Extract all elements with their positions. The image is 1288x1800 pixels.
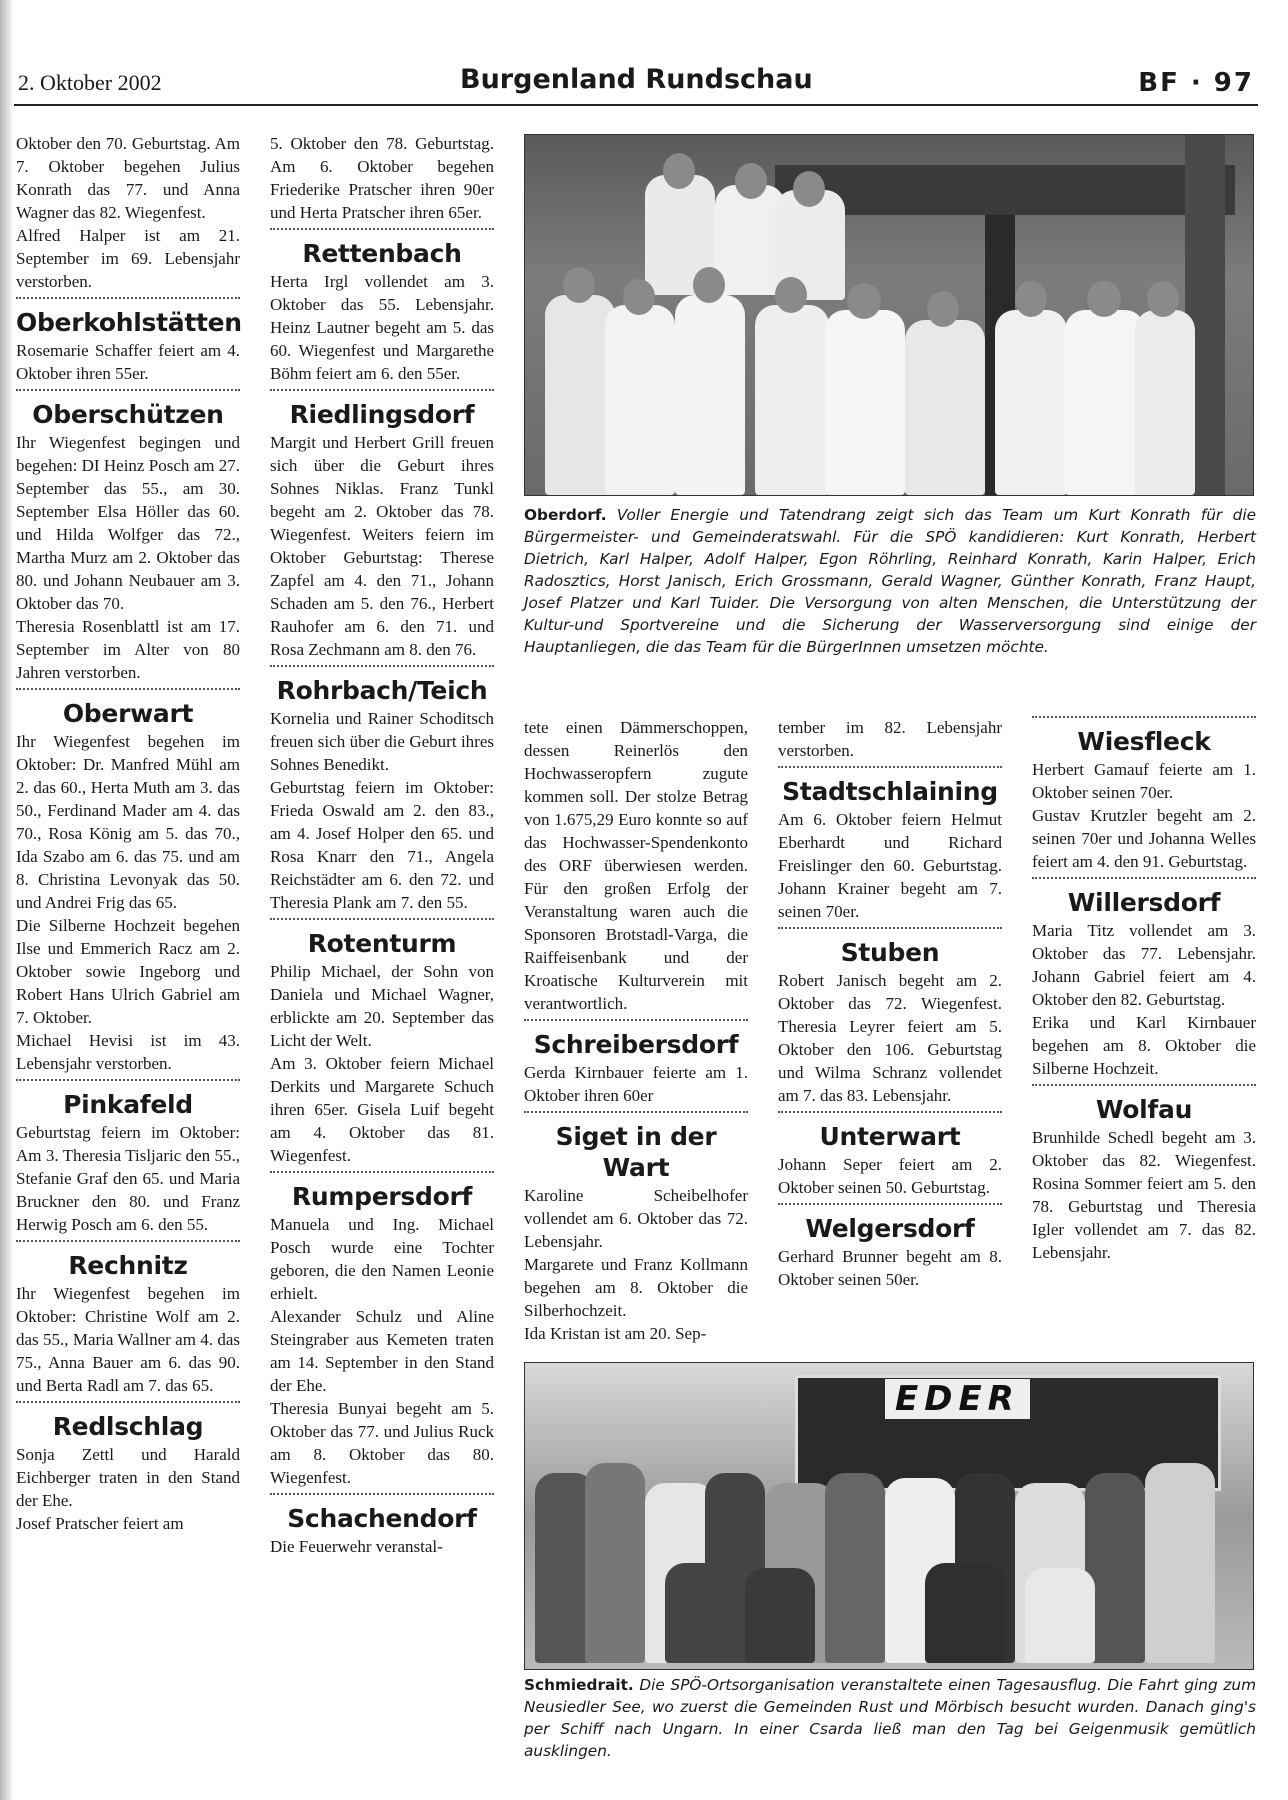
article-continuation [524, 716, 748, 1015]
article-heading: Pinkafeld [63, 1090, 193, 1119]
article-text: Karoline Scheibelhofer vollendet am 6. Oktober das 72. Lebensjahr. [524, 1186, 748, 1251]
person [1145, 1463, 1215, 1663]
person [1065, 310, 1145, 495]
article-schreibersdorf [524, 1019, 748, 1107]
article-stuben [778, 927, 1002, 1107]
article-pinkafeld [16, 1079, 240, 1236]
article-continuation [778, 716, 1002, 762]
article-text: tember im 82. Lebensjahr verstorben. [778, 718, 1002, 760]
bus-logo: EDER [885, 1379, 1030, 1419]
article-text: Josef Pratscher feiert am [16, 1514, 184, 1533]
caption-place: Oberdorf. [524, 506, 607, 524]
article-rechnitz [16, 1240, 240, 1397]
person [665, 1563, 735, 1663]
caption-text: Voller Energie und Tatendrang zeigt sich das Team um Kurt Konrath für die Bürgermeister- und Gemeinderatswahl. Für die SPÖ kandidieren: Kurt Konrath, Herbert Dietrich, Karl Halper, Adolf Halper, Egon Röhrling, Reinhard Konrath, Karin Halper, Erich Radosztics, Horst Janisch, Erich Grossmann, Gerald Wagner, Günther Konrath, Franz Haupt, Josef Platzer und Karl Tuider. Die Versorgung von alten Menschen, die Unterstützung der Kultur-und Sportvereine und die Sicherung der Wasserversorgung sind einige der Hauptanliegen, die das Team für die BürgerInnen umsetzen möchte. [524, 506, 1256, 656]
article-text: Am 6. Oktober feiern Helmut Eberhardt und Richard Freislinger den 60. Geburtstag. Johann Krainer begeht am 7. seinen 70er. [778, 810, 1002, 921]
head [693, 267, 725, 303]
person [1025, 1568, 1095, 1663]
article-text: Brunhilde Schedl begeht am 3. Oktober das 82. Wiegenfest. Rosina Sommer feiert am 5. den 78. Geburtstag und Theresia Igler vollendet am 7. das 82. Lebensjahr. [1032, 1128, 1256, 1262]
article-text: Michael Hevisi ist im 43. Lebensjahr verstorben. [16, 1031, 240, 1073]
article-text: Ihr Wiegenfest begehen im Oktober: Christine Wolf am 2. das 55., Maria Wallner am 4. das 75., Anna Bauer am 6. das 90. und Berta Radl am 7. das 65. [16, 1284, 240, 1395]
column-1 [16, 132, 240, 1535]
head [793, 171, 825, 207]
article-text: Geburtstag feiern im Oktober: Frieda Oswald am 2. den 83., am 4. Josef Holper den 65. und Rosa Knarr den 71., Angela Reichstädter am 6. den 72. und Theresia Plank am 7. den 55. [270, 778, 494, 912]
article-redlschlag [16, 1401, 240, 1535]
article-text: Ida Kristan ist am 20. Sep- [524, 1324, 707, 1343]
article-heading: Willersdorf [1067, 888, 1221, 917]
article-heading: Wolfau [1095, 1095, 1193, 1124]
caption-text: Die SPÖ-Ortsorganisation veranstaltete einen Tagesausflug. Die Fahrt ging zum Neusiedler See, wo zuerst die Gemeinden Rust und Mörbisch besucht wurden. Danach ging's per Schiff nach Ungarn. In einer Csarda ließ man den Tag bei Geigenmusik gemütlich ausklingen. [524, 1676, 1256, 1760]
article-wolfau [1032, 1084, 1256, 1264]
article-text: Gerhard Brunner begeht am 8. Oktober seinen 50er. [778, 1247, 1002, 1289]
article-heading: Oberkohlstätten [16, 308, 242, 337]
photo-caption-schmiedrait [524, 1674, 1256, 1762]
article-text: Herta Irgl vollendet am 3. Oktober das 55. Lebensjahr. Heinz Lautner begeht am 5. das 60. Wiegenfest und Margarethe Böhm feiert am 6. den 55er. [270, 272, 494, 383]
article-welgersdorf [778, 1203, 1002, 1291]
article-heading: Stadtschlaining [782, 777, 998, 806]
article-heading: Wiesfleck [1077, 727, 1211, 756]
photo-caption-oberdorf [524, 504, 1256, 658]
article-riedlingsdorf [270, 389, 494, 661]
head [847, 283, 881, 319]
article-heading: Siget in der Wart [555, 1122, 717, 1182]
article-text: Geburtstag feiern im Oktober: Am 3. Theresia Tisljaric den 55., Stefanie Graf den 65. und Maria Bruckner den 80. und Franz Herwig Posch am 6. den 55. [16, 1123, 240, 1234]
article-heading: Rotenturm [307, 929, 457, 958]
article-oberwart [16, 688, 240, 1075]
article-text: Gustav Krutzler begeht am 2. seinen 70er und Johanna Welles feiert am 4. den 91. Geburtstag. [1032, 806, 1256, 871]
head [735, 163, 767, 199]
scan-edge-shadow [0, 0, 12, 1800]
article-wiesfleck [1032, 726, 1256, 873]
article-text: Gerda Kirnbauer feierte am 1. Oktober ihren 60er [524, 1063, 748, 1105]
article-text: Sonja Zettl und Harald Eichberger traten in den Stand der Ehe. [16, 1445, 240, 1510]
article-text: Margarete und Franz Kollmann begehen am 8. Oktober die Silberhochzeit. [524, 1255, 748, 1320]
article-text: Die Silberne Hochzeit begehen Ilse und Emmerich Racz am 2. Oktober sowie Ingeborg und Robert Hans Ulrich Gabriel am 7. Oktober. [16, 916, 240, 1027]
article-heading: Schreibersdorf [533, 1030, 739, 1059]
article-oberkohlstaetten [16, 297, 240, 385]
article-text: Theresia Rosenblattl ist am 17. September im Alter von 80 Jahren verstorben. [16, 617, 240, 682]
header-rule [14, 104, 1258, 106]
article-stadtschlaining [778, 766, 1002, 923]
article-text: Ihr Wiegenfest begehen im Oktober: Dr. Manfred Mühl am 2. das 60., Herta Muth am 3. das 50., Ferdinand Mader am 4. das 70., Rosa König am 5. das 70., Ida Szabo am 6. das 75. und am 8. Christina Levonyak das 50. und Andrei Frig das 65. [16, 732, 240, 912]
page-number: BF · 97 [1138, 68, 1254, 98]
article-text: Herbert Gamauf feierte am 1. Oktober seinen 70er. [1032, 760, 1256, 802]
article-heading: Rettenbach [302, 239, 462, 268]
article-heading: Oberschützen [32, 400, 224, 429]
person [1135, 310, 1195, 495]
article-unterwart [778, 1111, 1002, 1199]
article-heading: Oberwart [62, 699, 194, 728]
person [825, 310, 905, 495]
column-4 [778, 716, 1002, 1291]
article-heading: Riedlingsdorf [289, 400, 475, 429]
article-willersdorf [1032, 877, 1256, 1080]
article-heading: Welgersdorf [805, 1214, 975, 1243]
person [585, 1463, 645, 1663]
head [1015, 281, 1047, 317]
head [623, 279, 655, 315]
article-text: Margit und Herbert Grill freuen sich über die Geburt ihres Sohnes Niklas. Franz Tunkl begeht am 2. Oktober das 78. Wiegenfest. Weiters feiern im Oktober Geburtstag: Therese Zapfel am 4. den 71., Johann Schaden am 5. den 76., Herbert Rauhofer am 6. den 71. und Rosa Zechmann am 8. den 76. [270, 433, 494, 659]
issue-date: 2. Oktober 2002 [18, 70, 162, 95]
head [1087, 281, 1121, 317]
person [675, 295, 745, 495]
article-text: Alexander Schulz und Aline Steingraber aus Kemeten traten am 14. September in den Stand der Ehe. [270, 1307, 494, 1395]
article-text: Philip Michael, der Sohn von Daniela und Michael Wagner, erblickte am 20. September das Licht der Welt. [270, 962, 494, 1050]
article-continuation [16, 132, 240, 293]
article-rohrbach-teich [270, 665, 494, 914]
person [755, 305, 829, 495]
photo-oberdorf-team [524, 134, 1254, 496]
article-text: Johann Seper feiert am 2. Oktober seinen 50. Geburtstag. [778, 1155, 1002, 1197]
column-2 [270, 132, 494, 1558]
article-text: Ihr Wiegenfest begingen und begehen: DI Heinz Posch am 27. September das 55., am 30. September Elsa Höller das 60. und Hilda Wolfger das 72., Martha Murz am 2. Oktober das 80. und Johann Neubauer am 3. Oktober das 70. [16, 433, 240, 613]
article-siget-in-der-wart [524, 1111, 748, 1345]
person [745, 1568, 815, 1663]
column-3 [524, 716, 748, 1345]
head [1147, 281, 1179, 317]
article-heading: Unterwart [819, 1122, 961, 1151]
photo-schmiedrait-group [524, 1362, 1254, 1670]
article-heading: Rohrbach/Teich [276, 676, 488, 705]
article-continuation [270, 132, 494, 224]
article-text: Manuela und Ing. Michael Posch wurde eine Tochter geboren, die den Namen Leonie erhielt. [270, 1215, 494, 1303]
article-text: Erika und Karl Kirnbauer begehen am 8. Oktober die Silberne Hochzeit. [1032, 1013, 1256, 1078]
person [605, 305, 675, 495]
article-text: Kornelia und Rainer Schoditsch freuen sich über die Geburt ihres Sohnes Benedikt. [270, 709, 494, 774]
person [925, 1563, 1005, 1663]
article-text: Am 3. Oktober feiern Michael Derkits und Margarete Schuch ihren 65er. Gisela Luif begeht am 4. Oktober das 81. Wiegenfest. [270, 1054, 494, 1165]
article-heading: Schachendorf [287, 1504, 477, 1533]
article-heading: Rechnitz [68, 1251, 188, 1280]
article-text: Robert Janisch begeht am 2. Oktober das 72. Wiegenfest. Theresia Leyrer feiert am 5. Oktober den 106. Geburtstag und Wilma Schranz vollendet am 7. das 83. Lebensjahr. [778, 971, 1002, 1105]
article-text: Rosemarie Schaffer feiert am 4. Oktober ihren 55er. [16, 341, 240, 383]
article-heading: Redlschlag [52, 1412, 204, 1441]
head [563, 267, 595, 303]
article-heading: Stuben [840, 938, 940, 967]
article-text: tete einen Dämmerschoppen, dessen Reinerlös den Hochwasseropfern zugute kommen soll. Der stolze Betrag von 1.675,29 Euro konnte so auf das Hochwasser-Spendenkonto des ORF überwiesen werden. Für den großen Erfolg der Veranstaltung waren auch die Sponsoren Brotstadl-Varga, die Raiffeisenbank und der Kroatische Kulturverein mit verantwortlich. [524, 718, 748, 1013]
article-text: Oktober den 70. Geburtstag. Am 7. Oktober begehen Julius Konrath das 77. und Anna Wagner das 82. Wiegenfest. [16, 134, 240, 222]
article-rotenturm [270, 918, 494, 1167]
article-rumpersdorf [270, 1171, 494, 1489]
article-text: 5. Oktober den 78. Geburtstag. Am 6. Oktober begehen Friederike Pratscher ihren 90er und Herta Pratscher ihren 65er. [270, 134, 494, 222]
person [905, 320, 985, 495]
head [663, 153, 695, 189]
column-5 [1032, 716, 1256, 1264]
newspaper-title: Burgenland Rundschau [460, 64, 813, 95]
article-text: Die Feuerwehr veranstal- [270, 1537, 443, 1556]
article-heading: Rumpersdorf [291, 1182, 473, 1211]
caption-place: Schmiedrait. [524, 1676, 634, 1694]
article-text: Alfred Halper ist am 21. September im 69. Lebensjahr verstorben. [16, 226, 240, 291]
article-text: Theresia Bunyai begeht am 5. Oktober das 77. und Julius Ruck am 8. Oktober das 80. Wiegenfest. [270, 1399, 494, 1487]
article-rettenbach [270, 228, 494, 385]
article-oberschuetzen [16, 389, 240, 684]
article-text: Maria Titz vollendet am 3. Oktober das 77. Lebensjahr. Johann Gabriel feiert am 4. Oktober den 82. Geburtstag. [1032, 921, 1256, 1009]
head [927, 291, 959, 327]
person [995, 310, 1067, 495]
person [825, 1473, 885, 1663]
head [775, 277, 807, 313]
article-schachendorf [270, 1493, 494, 1558]
